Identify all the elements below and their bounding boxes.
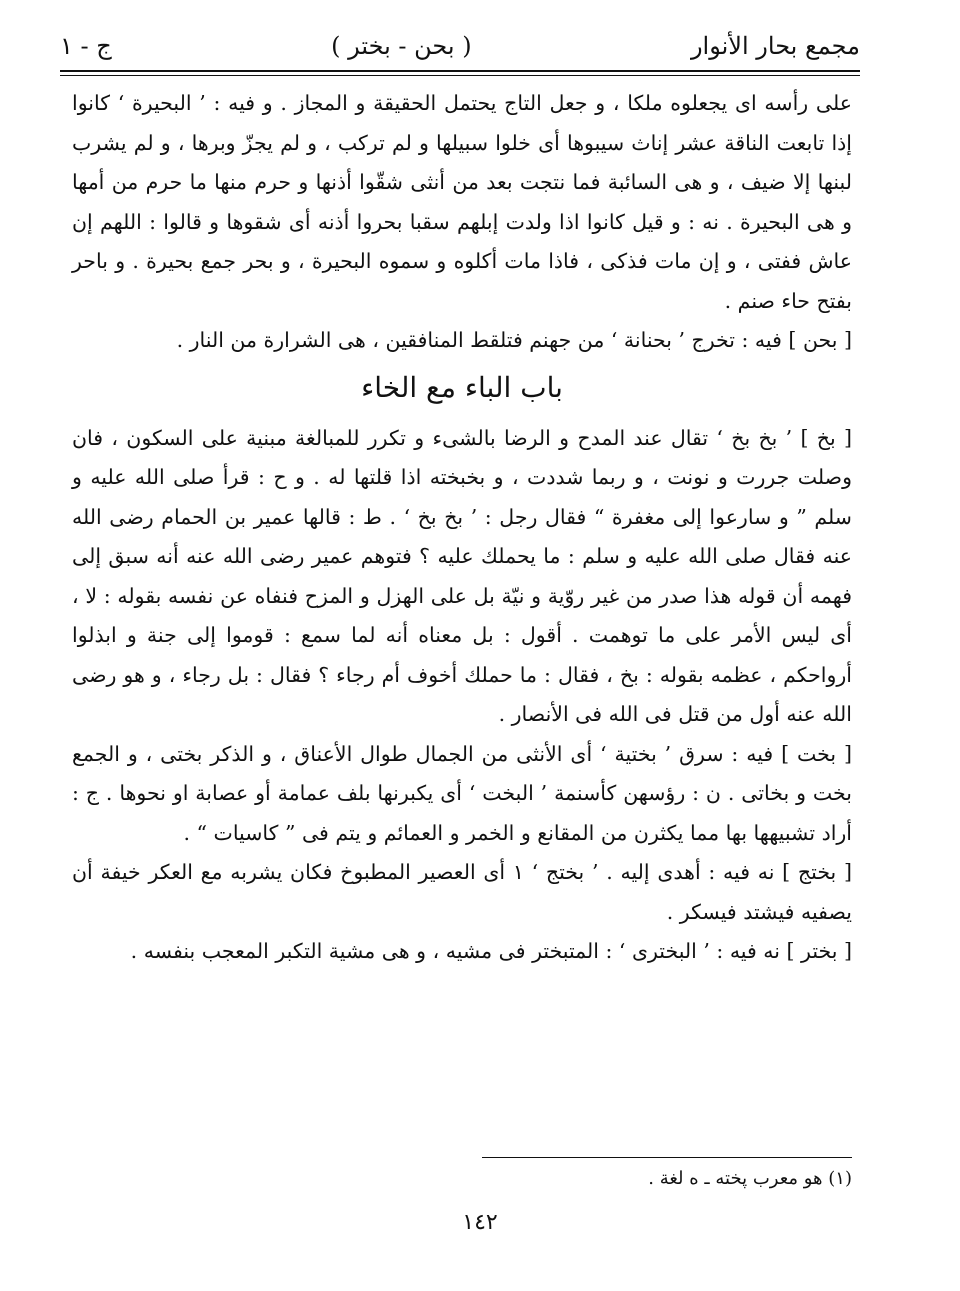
entry-range: ( بحن - بختر ): [331, 32, 472, 60]
section-title: باب الباء مع الخاء: [361, 370, 563, 404]
paragraph: [ بحن ] فيه : تخرج ’ بحنانة ‘ من جهنم فتلقط المنافقين ، هى الشرارة من النار .: [176, 328, 852, 352]
book-title: مجمع بحار الأنوار: [690, 32, 860, 60]
volume-number: ج - ١: [60, 32, 112, 60]
running-header: [60, 24, 860, 68]
dictionary-entry: [ بختر ] نه فيه : ’ البخترى ‘ : المتبختر فى مشيه ، و هى مشية التكبر المعجب بنفسه .: [130, 939, 852, 963]
main-text: [72, 84, 852, 972]
footnote-rule: [482, 1157, 852, 1158]
header-rule-thin: [60, 75, 860, 76]
page-number: ١٤٢: [462, 1210, 498, 1235]
dictionary-entry: [ بخت ] فيه : سرق ’ بختية ‘ أى الأنثى من الجمال طوال الأعناق ، و الذكر بختى ، و الجمع بخت و بخاتى . ن : رؤسهن كأسنمة ’ البخت ‘ أى يكبرنها بلف عمامة أو عصابة او نحوها . ج : أراد تشبيهها بها مما يكثرن من المقانع و الخمر و العمائم و يتم فى ” كاسيات “ .: [72, 741, 852, 845]
header-rule: [60, 70, 860, 72]
dictionary-entry: [ بخ ] ’ بخ بخ ‘ تقال عند المدح و الرضا بالشىء و تكرر للمبالغة مبنية على السكون ، فان وصلت جررت و نونت ، و ربما شددت ، و بخبخته اذا قلتها له . و ح : قرأ صلى الله عليه و سلم ” و سارعوا إلى مغفرة “ فقال رجل : ’ بخ بخ ‘ . ط : قالها عمير بن الحمام رضى الله عنه فقال صلى الله عليه و سلم : ما يحملك عليه ؟ فتوهم عمير رضى الله عنه أنه سبق إلى فهمه أن قوله هذا صدر من غير روّية و نيّة بل على الهزل و المزح فنفاه عن نفسه بقوله : لا ، أى ليس الأمر على ما توهمت . أقول : بل معناه أنه لما سمع : قوموا إلى جنة و ابذلوا أرواحكم ، عظمه بقوله : بخ ، فقال : ما حملك أخوف أم رجاء ؟ فقال : بل رجاء ، و هو رضى الله عنه أول من قتل فى الله فى الأنصار .: [72, 425, 852, 726]
dictionary-entry: [ بختج ] نه فيه : أهدى إليه . ’ بختج ‘ ١ أى العصير المطبوخ فكان يشربه مع العكر خيفة أن يصفيه فيشتد فيسكر .: [72, 860, 853, 924]
paragraph: على رأسه اى يجعلوه ملكا ، و جعل التاج يحتمل الحقيقة و المجاز . و فيه : ’ البحيرة ‘ كانوا إذا تابعت الناقة عشر إناث سيبوها أى خلوا سبيلها و لم تركب ، و لم يجزّ وبرها ، و لم يشرب لبنها إلا ضيف ، و هى السائبة فما نتجت بعد من أنثى شقّوا أذنها و حرم منها ما حرم من أمها و هى البحيرة . نه : و قيل كانوا اذا ولدت إبلهم سقبا بحروا أذنه أى شقوها و قالوا : اللهم إن عاش ففتى ، و إن مات فذكى ، فاذا مات أكلوه و سموه البحيرة ، و بحر جمع بحيرة . و باحر بفتح حاء صنم .: [72, 91, 852, 313]
footnote: (١) هو معرب پخته ـ ه لغة .: [648, 1168, 852, 1189]
